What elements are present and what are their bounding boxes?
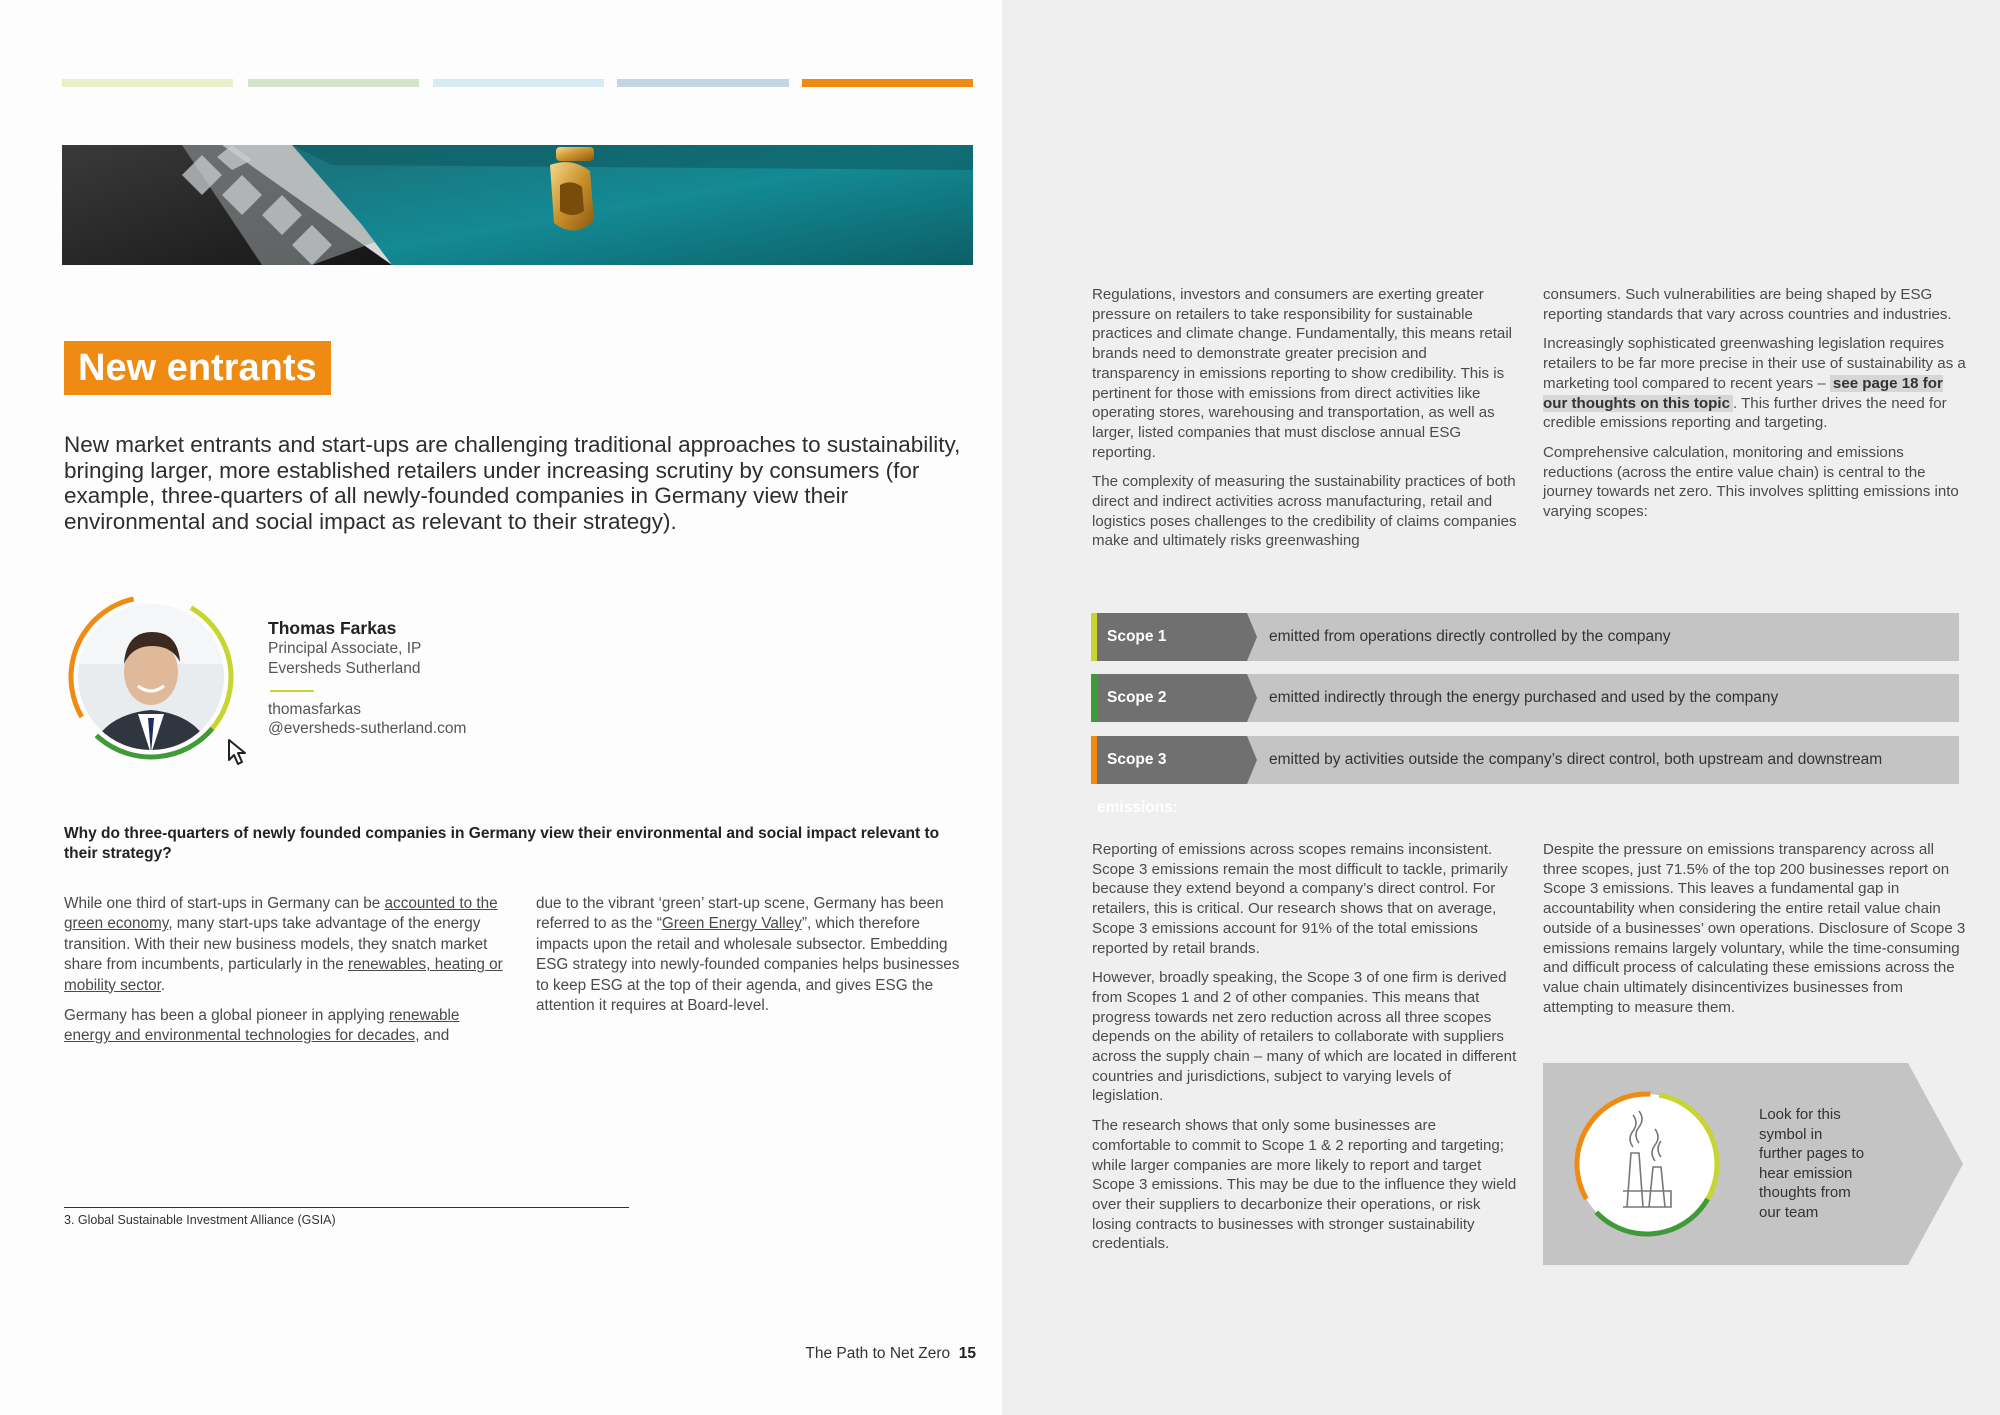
contact-divider bbox=[270, 690, 314, 692]
callout-box bbox=[1543, 1063, 1963, 1265]
mouse-cursor-icon bbox=[226, 738, 252, 766]
avatar bbox=[68, 594, 234, 760]
scope-1-arrow bbox=[1247, 613, 1257, 661]
green-economy-link[interactable]: accounted to the green economy bbox=[64, 895, 498, 933]
scope-1-description: emitted from operations directly controlled by the company bbox=[1269, 628, 1671, 645]
paragraph: The research shows that only some businesses are comfortable to commit to Scope 1 & 2 reporting and targeting; while larger companies are more likely to report and target Scope 3 emissions. This may be due to the influence they wield over their suppliers to decarbonize their operations, or risk losing contracts to businesses with stronger sustainability credentials. bbox=[1092, 1117, 1517, 1253]
left-column-1 bbox=[64, 894, 510, 1057]
right-page bbox=[1002, 0, 2000, 1415]
paragraph: Regulations, investors and consumers are exerting greater pressure on retailers to take responsibility for sustainable practices and climate change. Fundamentally, this means retail brands need to demonstrate greater precision and transparency in emissions reporting to show credibility. This is pertinent for those with emissions from direct activities like operating stores, warehousing and transportation, as well as larger, listed companies that must disclose annual ESG reporting. bbox=[1092, 286, 1513, 461]
hero-image bbox=[62, 145, 973, 265]
scope-2-description: emitted indirectly through the energy purchased and used by the company bbox=[1269, 689, 1779, 706]
contact-name: Thomas Farkas bbox=[268, 618, 397, 638]
page-18-link[interactable]: see page 18 for our thoughts on this topic bbox=[1543, 374, 1943, 412]
right-top-column-1 bbox=[1092, 285, 1517, 561]
intro-text: New market entrants and start-ups are challenging traditional approaches to sustainability, bringing larger, more established retailers under increasing scrutiny by consumers (for example, three-quarters of all newly-founded companies in Germany view their environmental and social impact as relevant to their strategy). bbox=[64, 432, 961, 534]
question-heading: Why do three-quarters of newly founded companies in Germany view their environmental and social impact relevant to their strategy? bbox=[64, 825, 940, 862]
right-bottom-column-2 bbox=[1543, 840, 1968, 1027]
scope-2-arrow bbox=[1247, 674, 1257, 722]
scope-3-row bbox=[1091, 736, 1959, 816]
page-footer bbox=[780, 1345, 976, 1363]
paragraph: However, broadly speaking, the Scope 3 of one firm is derived from Scopes 1 and 2 of other companies. This means that progress towards net zero reduction across all three scopes depends on the ability of retailers to collaborate with suppliers across the supply chain – many of which are located in different countries and jurisdictions, subject to varying levels of legislation. bbox=[1092, 969, 1517, 1105]
scope-3-arrow bbox=[1247, 736, 1257, 784]
green-energy-valley-link[interactable]: Green Energy Valley bbox=[661, 915, 802, 933]
paragraph: consumers. Such vulnerabilities are being shaped by ESG reporting standards that vary across countries and industries. bbox=[1543, 286, 1952, 323]
contact-email-line2[interactable]: @eversheds-sutherland.com bbox=[268, 720, 467, 737]
color-bar-4 bbox=[617, 79, 789, 87]
scope-3-description: emitted by activities outside the company’s direct control, both upstream and downstream bbox=[1269, 751, 1883, 768]
contact-organisation: Eversheds Sutherland bbox=[268, 660, 421, 677]
scope-1-label: Scope 1 bbox=[1097, 613, 1247, 661]
left-column-2 bbox=[536, 894, 964, 1026]
paragraph: While one third of start-ups in Germany can be accounted to the green economy, many start-ups take advantage of the energy transition. With their new business models, they snatch market share from incumbents, particularly in the renewables, heating or mobility sector. bbox=[64, 895, 503, 994]
scope-3-label: Scope 3 emissions: bbox=[1097, 736, 1247, 784]
renewable-energy-link[interactable]: renewable energy and environmental technologies for decades bbox=[64, 1007, 460, 1045]
contact-role: Principal Associate, IP bbox=[268, 640, 422, 657]
section-title: New entrants bbox=[64, 341, 331, 395]
footer-doc-title: The Path to Net Zero bbox=[805, 1345, 951, 1362]
scope-1-row bbox=[1091, 613, 1959, 661]
right-bottom-column-1 bbox=[1092, 840, 1517, 1264]
paragraph: Increasingly sophisticated greenwashing legislation requires retailers to be far more precise in their use of sustainability as a marketing tool compared to recent years – see page 18 for our thoughts on this topic . This further drives the need for credible emissions reporting and targeting. bbox=[1543, 335, 1966, 432]
scope-2-label: Scope 2 bbox=[1097, 674, 1247, 722]
color-bar-5 bbox=[802, 79, 973, 87]
paragraph: Despite the pressure on emissions transparency across all three scopes, just 71.5% of the top 200 businesses report on Scope 3 emissions. This leaves a fundamental gap in accountability when considering the entire retail value chain outside of a businesses’ own operations. Disclosure of Scope 3 emissions remains largely voluntary, while the time-consuming and difficult process of calculating these emissions across the value chain ultimately disincentivizes businesses from attempting to measure them. bbox=[1543, 841, 1966, 1016]
footnote-divider bbox=[64, 1207, 629, 1208]
paragraph: Comprehensive calculation, monitoring and emissions reductions (across the entire value chain) is central to the journey towards net zero. This involves splitting emissions into varying scopes: bbox=[1543, 443, 1959, 521]
right-top-column-2 bbox=[1543, 285, 1968, 532]
page-number: 15 bbox=[958, 1345, 976, 1362]
color-bar-1 bbox=[62, 79, 233, 87]
color-bar-3 bbox=[433, 79, 604, 87]
paragraph: due to the vibrant ‘green’ start-up scene, Germany has been referred to as the “Green Energy Valley”, which therefore impacts upon the retail and wholesale subsector. Embedding ESG strategy into newly-founded companies helps businesses to keep ESG at the top of their agenda, and gives ESG the attention it requires at Board-level. bbox=[536, 895, 960, 1015]
paragraph: Germany has been a global pioneer in applying renewable energy and environmental technologies for decades, and bbox=[64, 1007, 460, 1045]
renewables-sector-link[interactable]: renewables, heating or mobility sector bbox=[64, 956, 503, 994]
callout-text: Look for this symbol in further pages to hear emission thoughts from our team bbox=[1759, 1106, 1865, 1221]
contact-email-line1[interactable]: thomasfarkas bbox=[268, 701, 362, 718]
paragraph: The complexity of measuring the sustainability practices of both direct and indirect activities across manufacturing, retail and logistics poses challenges to the credibility of claims companies make and ultimately risks greenwashing bbox=[1092, 473, 1517, 550]
footnote: 3. Global Sustainable Investment Alliance (GSIA) bbox=[64, 1213, 336, 1227]
color-bar-2 bbox=[248, 79, 419, 87]
paragraph: Reporting of emissions across scopes remains inconsistent. Scope 3 emissions remain the most difficult to tackle, primarily because they extend beyond a company’s direct control. For retailers, this is critical. Our research shows that on average, Scope 3 emissions account for 91% of the total emissions reported by retail brands. bbox=[1092, 841, 1508, 957]
scope-2-row bbox=[1091, 674, 1959, 722]
